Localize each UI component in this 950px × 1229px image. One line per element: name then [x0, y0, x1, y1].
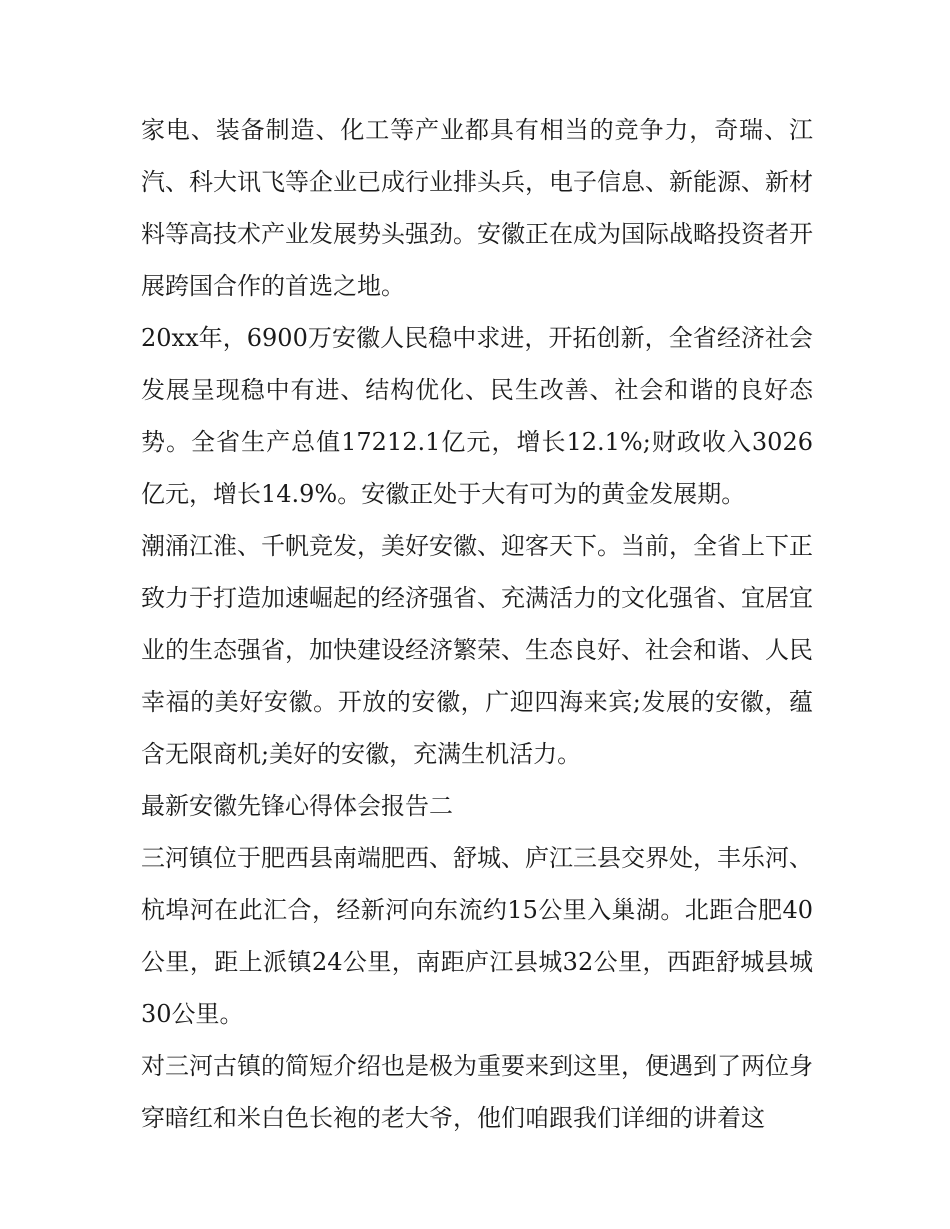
paragraph-sanhe-intro: 对三河古镇的简短介绍也是极为重要来到这里，便遇到了两位身穿暗红和米白色长袍的老大爷，他们咱跟我们详细的讲着这: [141, 1052, 813, 1132]
paragraph-development: 潮涌江淮、千帆竞发，美好安徽、迎客天下。当前，全省上下正致力于打造加速崛起的经济强省、充满活力的文化强省、宜居宜业的生态强省，加快建设经济繁荣、生态良好、社会和谐、人民幸福的美好安徽。开放的安徽，广迎四海来宾;发展的安徽，蕴含无限商机;美好的安徽，充满生机活力。: [141, 532, 813, 768]
paragraph-sanhe-location: 三河镇位于肥西县南端肥西、舒城、庐江三县交界处，丰乐河、杭埠河在此汇合，经新河向东流约15公里入巢湖。北距合肥40公里，距上派镇24公里，南距庐江县城32公里，西距舒城县城30公里。: [141, 844, 813, 1028]
paragraph-economy: 20xx年，6900万安徽人民稳中求进，开拓创新，全省经济社会发展呈现稳中有进、结构优化、民生改善、社会和谐的良好态势。全省生产总值17212.1亿元，增长12.1%;财政收入3026亿元，增长14.9%。安徽正处于大有可为的黄金发展期。: [141, 324, 813, 508]
paragraph-industry: 家电、装备制造、化工等产业都具有相当的竞争力，奇瑞、江汽、科大讯飞等企业已成行业排头兵，电子信息、新能源、新材料等高技术产业发展势头强劲。安徽正在成为国际战略投资者开展跨国合作的首选之地。: [141, 116, 813, 300]
section-heading: 最新安徽先锋心得体会报告二: [141, 792, 453, 820]
document-body: [141, 104, 813, 1144]
